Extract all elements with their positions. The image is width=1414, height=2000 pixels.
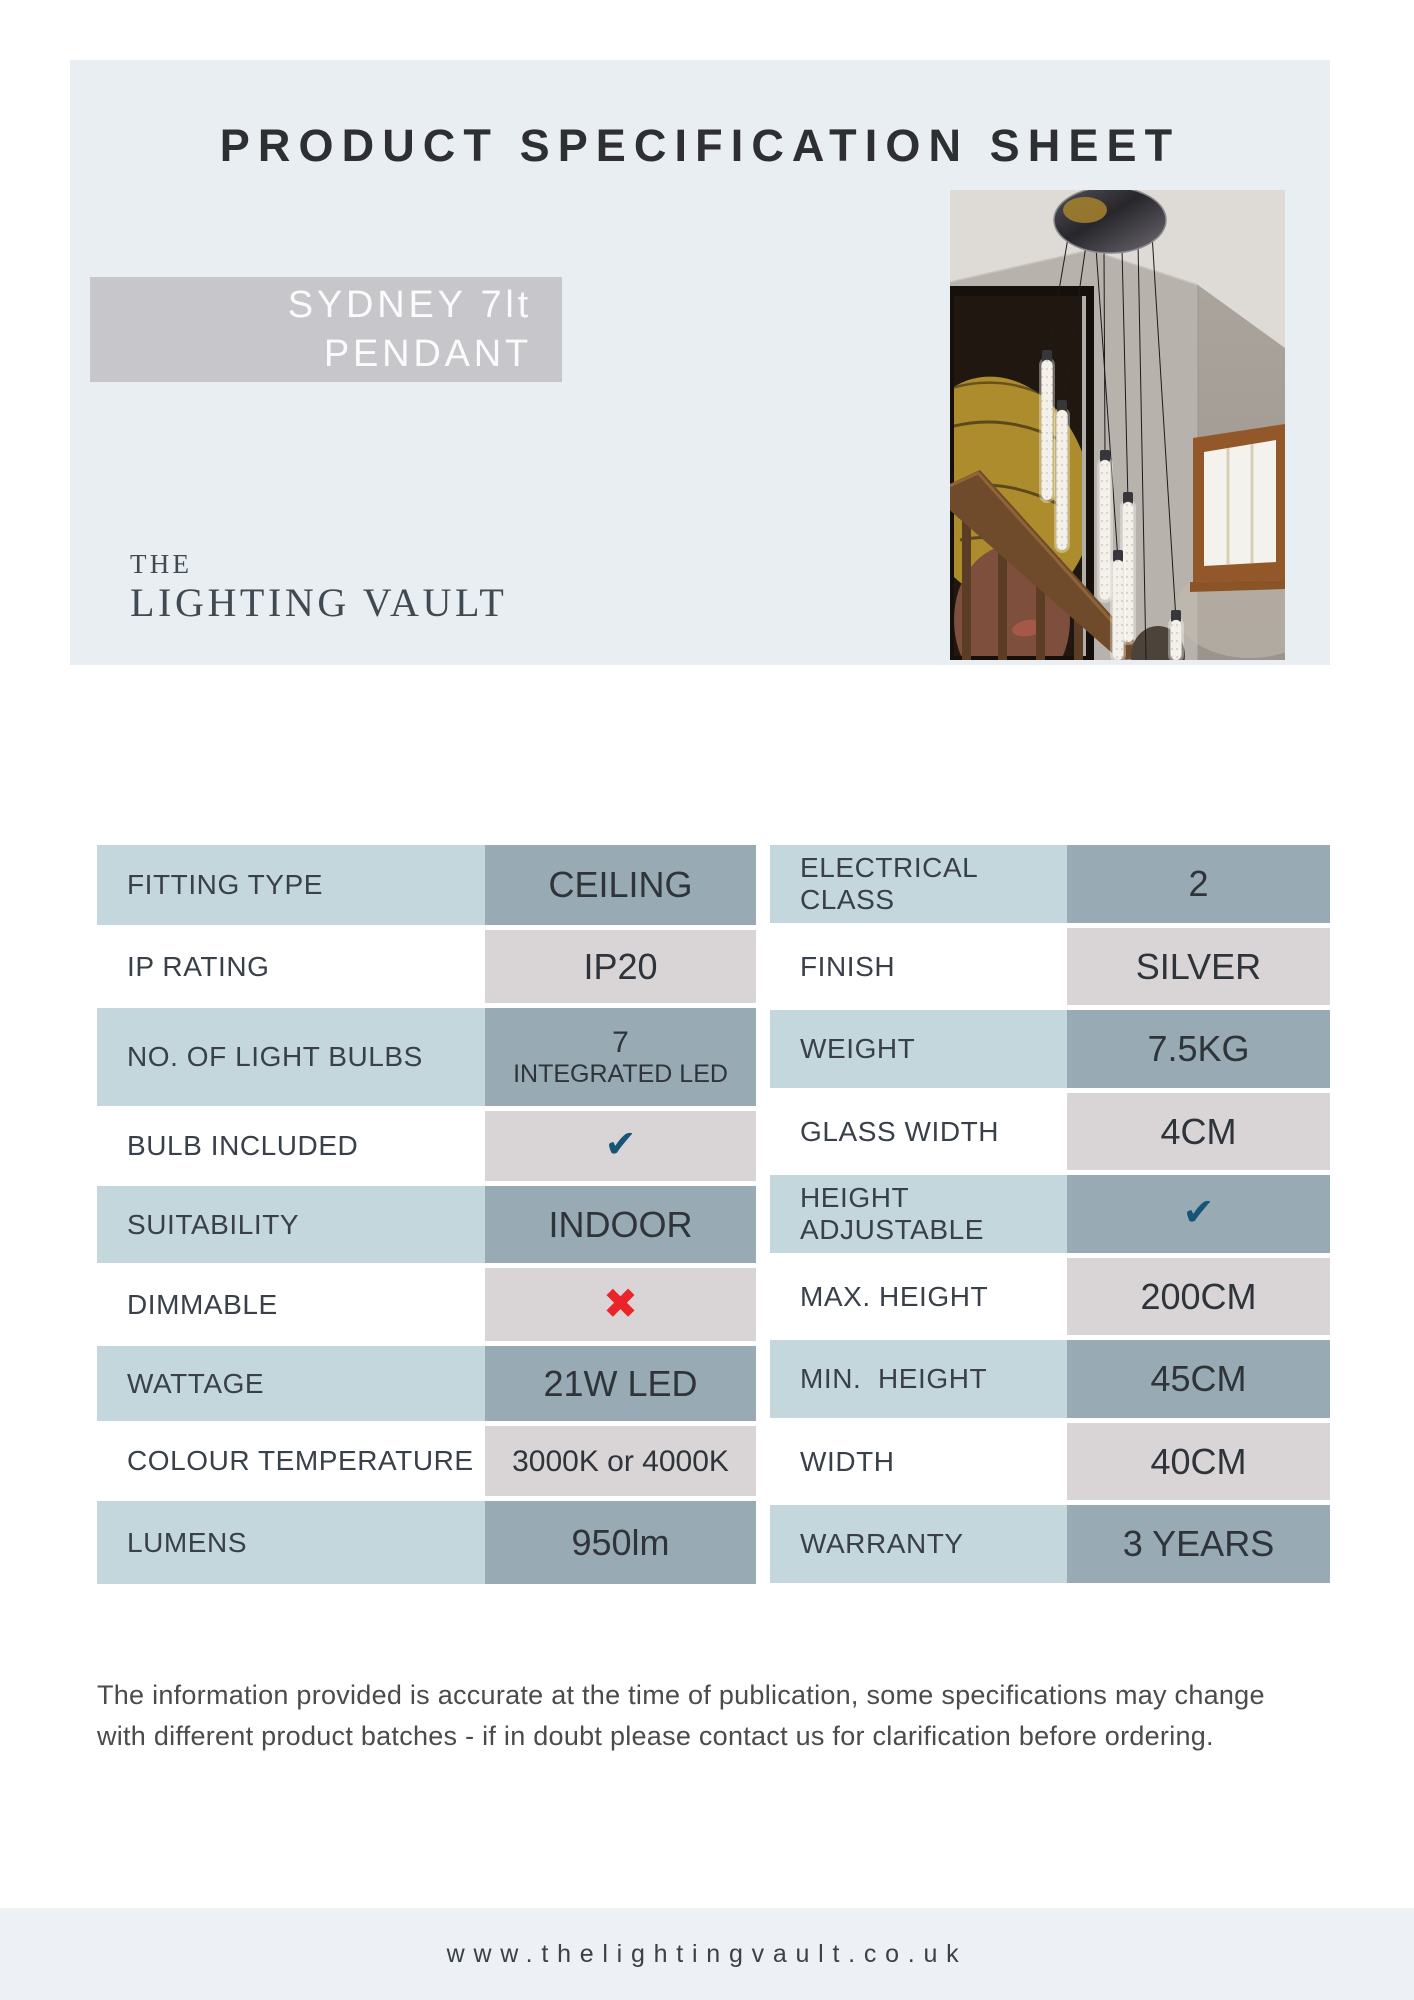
spec-label: GLASS WIDTH [770, 1093, 1067, 1170]
spec-row [97, 1268, 756, 1341]
spec-row [97, 1111, 756, 1181]
brand-line2: LIGHTING VAULT [130, 579, 508, 625]
spec-value: SILVER [1067, 928, 1330, 1005]
spec-value: 21W LED [485, 1346, 756, 1421]
spec-value: 7.5KG [1067, 1010, 1330, 1088]
spec-value: 950lm [485, 1501, 756, 1584]
spec-label: WARRANTY [770, 1505, 1067, 1583]
spec-label: FINISH [770, 928, 1067, 1005]
spec-value: 45CM [1067, 1340, 1330, 1418]
spec-value: 7 INTEGRATED LED [485, 1008, 756, 1106]
spec-label: BULB INCLUDED [97, 1111, 485, 1181]
product-name-box [90, 277, 562, 382]
footer-bar [0, 1908, 1414, 2000]
spec-row [770, 1340, 1330, 1418]
header-panel [70, 60, 1330, 665]
spec-row [770, 1258, 1330, 1335]
spec-row [97, 1426, 756, 1496]
spec-value: CEILING [485, 845, 756, 925]
spec-row [97, 1501, 756, 1584]
disclaimer-line2: with different product batches - if in doubt please contact us for clarification before ordering. [97, 1720, 1214, 1751]
brand-logo [130, 550, 507, 626]
spec-value: INDOOR [485, 1186, 756, 1263]
spec-row [770, 1423, 1330, 1500]
spec-value [1067, 1175, 1330, 1253]
spec-label: IP RATING [97, 930, 485, 1003]
spec-label: FITTING TYPE [97, 845, 485, 925]
spec-row [97, 1186, 756, 1263]
spec-value: 3 YEARS [1067, 1505, 1330, 1583]
spec-label: LUMENS [97, 1501, 485, 1584]
spec-label: COLOUR TEMPERATURE [97, 1426, 485, 1496]
spec-label: MIN. HEIGHT [770, 1340, 1067, 1418]
spec-table-left [97, 845, 756, 1584]
spec-label: WIDTH [770, 1423, 1067, 1500]
product-name-line1: SYDNEY 7lt [287, 283, 532, 326]
spec-row [97, 930, 756, 1003]
canopy-plate [1054, 190, 1166, 253]
spec-label: DIMMABLE [97, 1268, 485, 1341]
spec-value: 2 [1067, 845, 1330, 923]
spec-label: WATTAGE [97, 1346, 485, 1421]
spec-label: SUITABILITY [97, 1186, 485, 1263]
product-name-line2: PENDANT [323, 332, 532, 375]
spec-row [97, 1008, 756, 1106]
website-url: www.thelightingvault.co.uk [446, 1939, 968, 1968]
check-icon: ✔ [1182, 1192, 1215, 1235]
spec-value: 4CM [1067, 1093, 1330, 1170]
spec-label: HEIGHT ADJUSTABLE [770, 1175, 1067, 1253]
page-title: PRODUCT SPECIFICATION SHEET [219, 120, 1181, 171]
spec-row [770, 1010, 1330, 1088]
spec-label: NO. OF LIGHT BULBS [97, 1008, 485, 1106]
disclaimer-line1: The information provided is accurate at the time of publication, some specifications may change [97, 1680, 1265, 1710]
cross-icon: ✖ [602, 1280, 639, 1328]
spec-label: ELECTRICAL CLASS [770, 845, 1067, 923]
spec-value [485, 1268, 756, 1341]
spec-value: IP20 [485, 930, 756, 1003]
spec-value: 3000K or 4000K [485, 1426, 756, 1496]
spec-table-right [770, 845, 1330, 1583]
spec-value: 40CM [1067, 1423, 1330, 1500]
spec-row [770, 1093, 1330, 1170]
spec-row [97, 1346, 756, 1421]
brand-line1: THE [130, 549, 193, 579]
spec-value: 200CM [1067, 1258, 1330, 1335]
spec-row [770, 845, 1330, 923]
spec-label: WEIGHT [770, 1010, 1067, 1088]
check-icon: ✔ [604, 1124, 637, 1167]
product-photo [950, 190, 1285, 660]
spec-row [770, 1175, 1330, 1253]
disclaimer-text [97, 1675, 1287, 1756]
spec-value [485, 1111, 756, 1181]
spec-row [770, 1505, 1330, 1583]
spec-row [97, 845, 756, 925]
spec-label: MAX. HEIGHT [770, 1258, 1067, 1335]
spec-value-subline: INTEGRATED LED [513, 1059, 728, 1088]
spec-row [770, 928, 1330, 1005]
